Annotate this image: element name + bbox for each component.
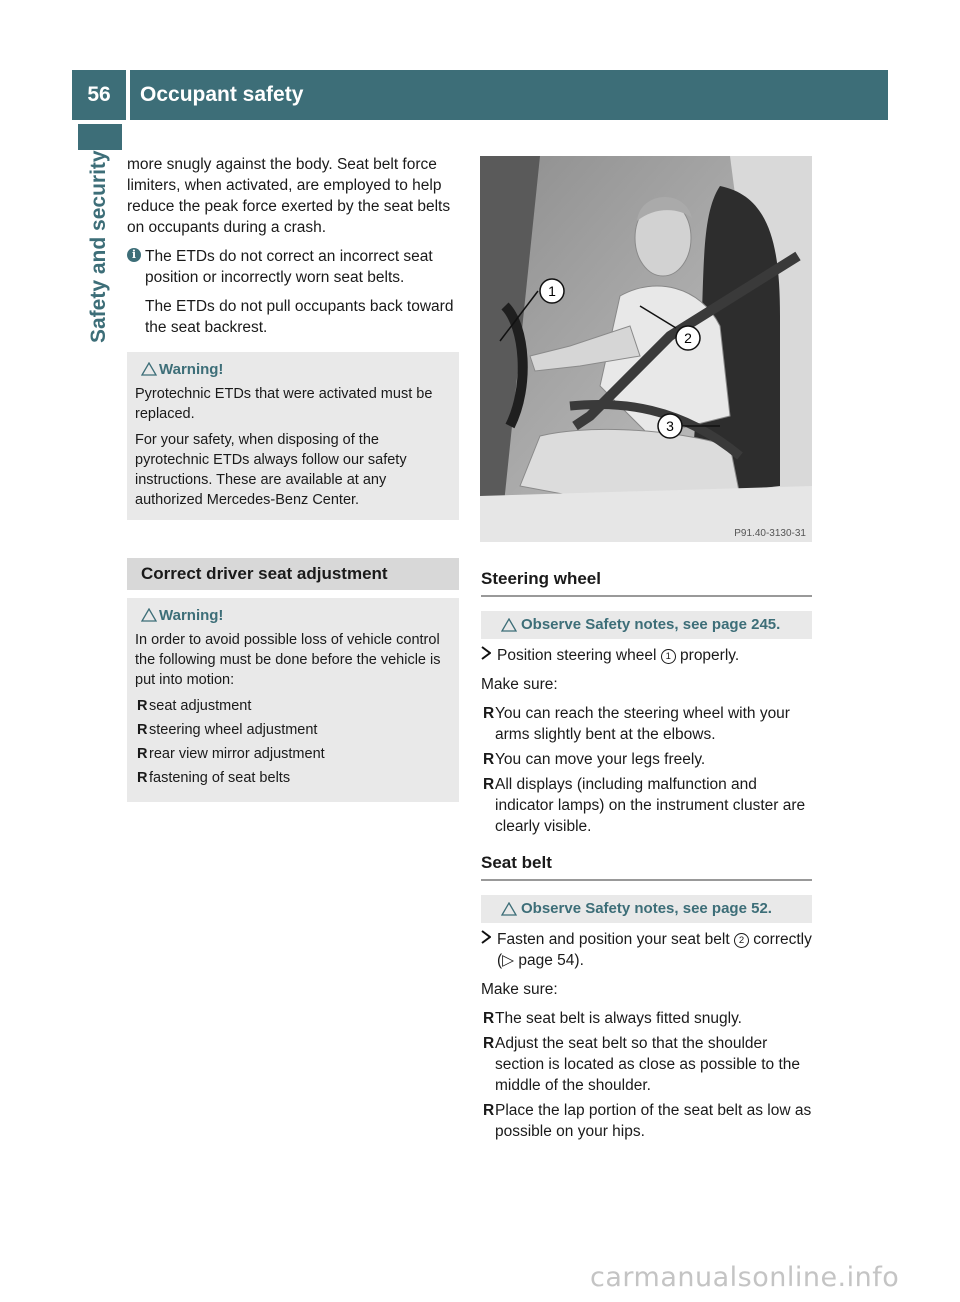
- warning-heading: [135, 360, 451, 380]
- action-text: Fasten and position your seat belt: [497, 931, 730, 948]
- info-icon: i: [127, 248, 141, 262]
- list-item-text: The seat belt is always fitted snugly.: [495, 1010, 742, 1027]
- steering-wheel-heading: Steering wheel: [481, 568, 812, 597]
- intro-paragraph: more snugly against the body. Seat belt force limiters, when activated, are employed to help reduce the peak force exerted by the seat belts on occupants during a crash.: [127, 156, 451, 236]
- make-sure-label: Make sure:: [481, 981, 558, 998]
- warning-triangle-icon: [501, 618, 517, 632]
- bullet-mark: R: [137, 698, 148, 714]
- page-reference-link[interactable]: correctly (▷ page 54).: [497, 931, 812, 969]
- seat-belt-section: [481, 852, 812, 1146]
- page-number: 56: [72, 70, 126, 120]
- list-item: [481, 1100, 812, 1142]
- callout-3: [658, 414, 682, 438]
- svg-text:1: 1: [548, 283, 556, 299]
- list-item: [135, 720, 451, 740]
- list-item: [481, 1033, 812, 1096]
- bullet-mark: R: [483, 705, 495, 722]
- list-item-text: Adjust the seat belt so that the shoulder section is located as close as possible to the middle of the shoulder.: [495, 1035, 801, 1094]
- list-item-text: rear view mirror adjustment: [149, 746, 325, 762]
- safety-notes-link[interactable]: [481, 611, 812, 639]
- list-item: [135, 744, 451, 764]
- bullet-mark: R: [483, 1102, 495, 1119]
- safety-notes-text: Observe Safety notes, see page 245.: [521, 616, 781, 633]
- action-step: [481, 929, 812, 971]
- driver-figure-drawing: [480, 156, 812, 542]
- warning-text: In order to avoid possible loss of vehicle control the following must be done before the vehicle is put into motion:: [135, 632, 441, 688]
- list-item: [481, 774, 812, 837]
- warning-triangle-icon: [141, 362, 157, 376]
- list-item-text: steering wheel adjustment: [149, 722, 318, 738]
- figure-code: P91.40-3130-31: [734, 528, 806, 539]
- bullet-mark: R: [137, 722, 148, 738]
- list-item: [135, 768, 451, 788]
- list-item-text: Place the lap portion of the seat belt as low as possible on your hips.: [495, 1102, 812, 1140]
- warning-text-2: For your safety, when disposing of the pyrotechnic ETDs always follow our safety instructions. These are available at any authorized Mercedes-Benz Center.: [135, 432, 407, 508]
- svg-text:2: 2: [684, 330, 692, 346]
- callout-1: [540, 279, 564, 303]
- page-title: Occupant safety: [130, 70, 888, 120]
- left-column: [127, 154, 459, 802]
- list-item-text: You can move your legs freely.: [495, 751, 706, 768]
- info-text-2: The ETDs do not pull occupants back toward the seat backrest.: [145, 298, 454, 336]
- seat-belt-illustration: [480, 156, 812, 542]
- side-section-label: Safety and security: [75, 150, 123, 690]
- action-text: Position steering wheel: [497, 647, 657, 664]
- info-note: [127, 246, 459, 338]
- warning-title: Warning!: [159, 607, 224, 624]
- watermark: carmanualsonline.info: [590, 1262, 900, 1293]
- list-item-text: All displays (including malfunction and indicator lamps) on the instrument cluster are clearly visible.: [495, 776, 806, 835]
- info-text-1: The ETDs do not correct an incorrect seat position or incorrectly worn seat belts.: [145, 248, 433, 286]
- warning-text-1: Pyrotechnic ETDs that were activated must be replaced.: [135, 386, 433, 422]
- warning-title: Warning!: [159, 361, 224, 378]
- list-item-text: You can reach the steering wheel with your arms slightly bent at the elbows.: [495, 705, 790, 743]
- seat-belt-heading: Seat belt: [481, 852, 812, 881]
- safety-notes-text: Observe Safety notes, see page 52.: [521, 900, 772, 917]
- action-text-end: properly.: [680, 647, 740, 664]
- warning-triangle-icon: [501, 902, 517, 916]
- action-arrow-icon: [481, 930, 491, 944]
- list-item-text: fastening of seat belts: [149, 770, 291, 786]
- steering-wheel-section: [481, 568, 812, 841]
- warning-box-etd: [127, 352, 459, 520]
- bullet-mark: R: [483, 751, 495, 768]
- warning-triangle-icon: [141, 608, 157, 622]
- bullet-mark: R: [483, 1010, 495, 1027]
- make-sure-label: Make sure:: [481, 676, 558, 693]
- bullet-mark: R: [483, 1035, 495, 1052]
- safety-notes-link[interactable]: [481, 895, 812, 923]
- callout-ref-1: 1: [661, 649, 676, 664]
- callout-2: [676, 326, 700, 350]
- warning-heading: [135, 606, 451, 626]
- callout-ref-2: 2: [734, 933, 749, 948]
- svg-text:3: 3: [666, 418, 674, 434]
- action-arrow-icon: [481, 646, 491, 660]
- list-item: [135, 696, 451, 716]
- list-item: [481, 1008, 812, 1029]
- list-item: [481, 749, 812, 770]
- section-heading: Correct driver seat adjustment: [127, 558, 459, 590]
- action-step: [481, 645, 812, 666]
- bullet-mark: R: [137, 746, 148, 762]
- list-item: [481, 703, 812, 745]
- warning-box-seat: [127, 598, 459, 802]
- list-item-text: seat adjustment: [149, 698, 252, 714]
- bullet-mark: R: [483, 776, 495, 793]
- bullet-mark: R: [137, 770, 148, 786]
